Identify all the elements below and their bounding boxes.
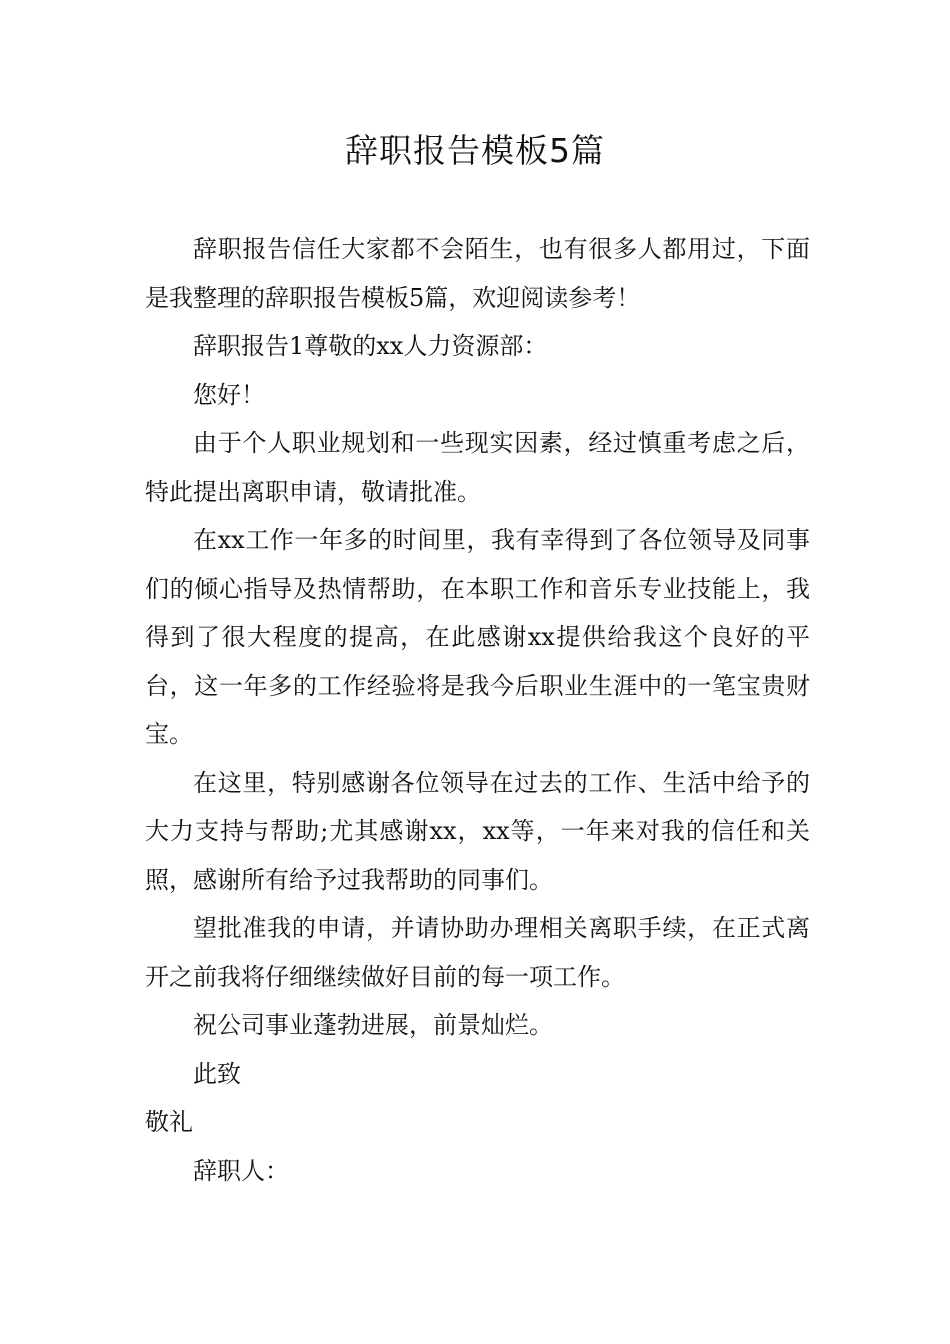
body-paragraph: 由于个人职业规划和一些现实因素，经过慎重考虑之后，特此提出离职申请，敬请批准。 [145,429,810,506]
body-paragraph: 望批准我的申请，并请协助办理相关离职手续，在正式离开之前我将仔细继续做好目前的每一项工作。 [145,914,810,991]
document-title: 辞职报告模板5篇 [345,131,605,170]
document-body [145,225,810,1195]
body-paragraph: 在这里，特别感谢各位领导在过去的工作、生活中给予的大力支持与帮助;尤其感谢xx，xx等，一年来对我的信任和关照，感谢所有给予过我帮助的同事们。 [145,768,810,894]
intro-paragraph: 辞职报告信任大家都不会陌生，也有很多人都用过，下面是我整理的辞职报告模板5篇，欢迎阅读参考！ [145,235,810,312]
closing-wish: 祝公司事业蓬勃进展，前景灿烂。 [193,1011,553,1039]
body-paragraph: 在xx工作一年多的时间里，我有幸得到了各位领导及同事们的倾心指导及热情帮助，在本职工作和音乐专业技能上，我得到了很大程度的提高，在此感谢xx提供给我这个良好的平台，这一年多的工作经验将是我今后职业生涯中的一笔宝贵财宝。 [145,526,810,748]
closing-regards: 敬礼 [145,1108,193,1136]
closing-salutation: 此致 [193,1059,241,1088]
greeting: 您好！ [193,380,265,409]
signature-line: 辞职人： [193,1156,289,1185]
letter-heading: 辞职报告1尊敬的xx人力资源部： [193,332,548,360]
